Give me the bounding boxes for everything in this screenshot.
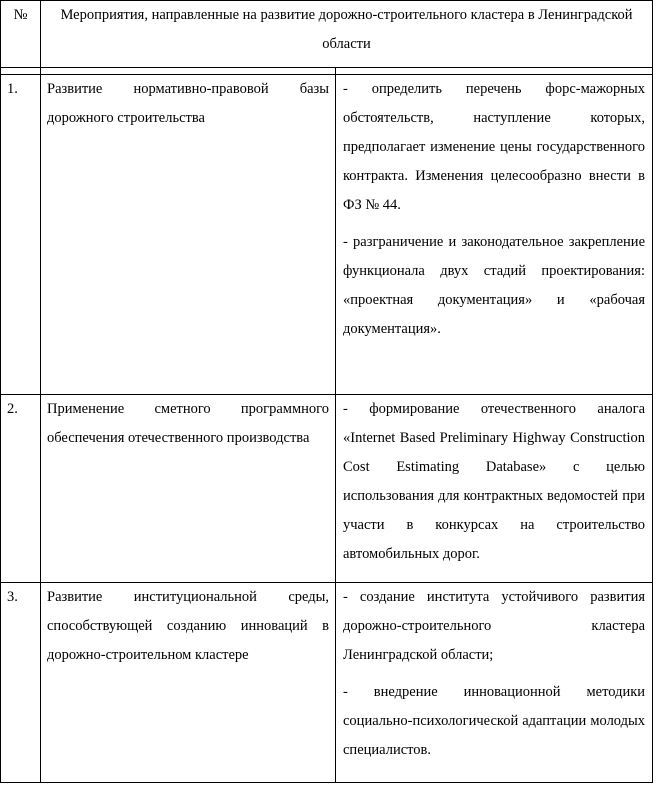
measure-item: - разграничение и законодательное закрепление функционала двух стадий проектирования: «проектная документация» и «рабочая документация». [343,234,646,337]
measure-item: - внедрение инновационной методики социально-психологической адаптации молодых специалистов. [343,684,646,758]
header-number: № [1,1,41,68]
row-area: Развитие институциональной среды, способствующей созданию инноваций в дорожно-строительном кластере [41,583,336,783]
table-row [1,395,653,583]
header-title: Мероприятия, направленные на развитие дорожно-строительного кластера в Ленинградской области [41,1,653,68]
row-number: 3. [1,583,41,783]
measure-item: - определить перечень форс-мажорных обстоятельств, наступление которых, предполагает изменение цены государственного контракта. Изменения целесообразно внести в ФЗ № 44. [343,81,646,213]
table-header-row [1,1,653,68]
measure-item: - создание института устойчивого развития дорожно-строительного кластера Ленинградской области; [343,589,646,663]
row-measures [336,395,653,583]
row-area: Развитие нормативно-правовой базы дорожного строительства [41,75,336,395]
row-measures [336,583,653,783]
table-row [1,75,653,395]
measure-item: - формирование отечественного аналога «Internet Based Preliminary Highway Construction Cost Estimating Database» с целью использования для контрактных ведомостей при участи в конкурсах на строительство автомобильных дорог. [343,401,646,562]
row-area: Применение сметного программного обеспечения отечественного производства [41,395,336,583]
row-number: 2. [1,395,41,583]
row-measures [336,75,653,395]
row-number: 1. [1,75,41,395]
table-row [1,583,653,783]
header-gap-row [1,68,653,75]
